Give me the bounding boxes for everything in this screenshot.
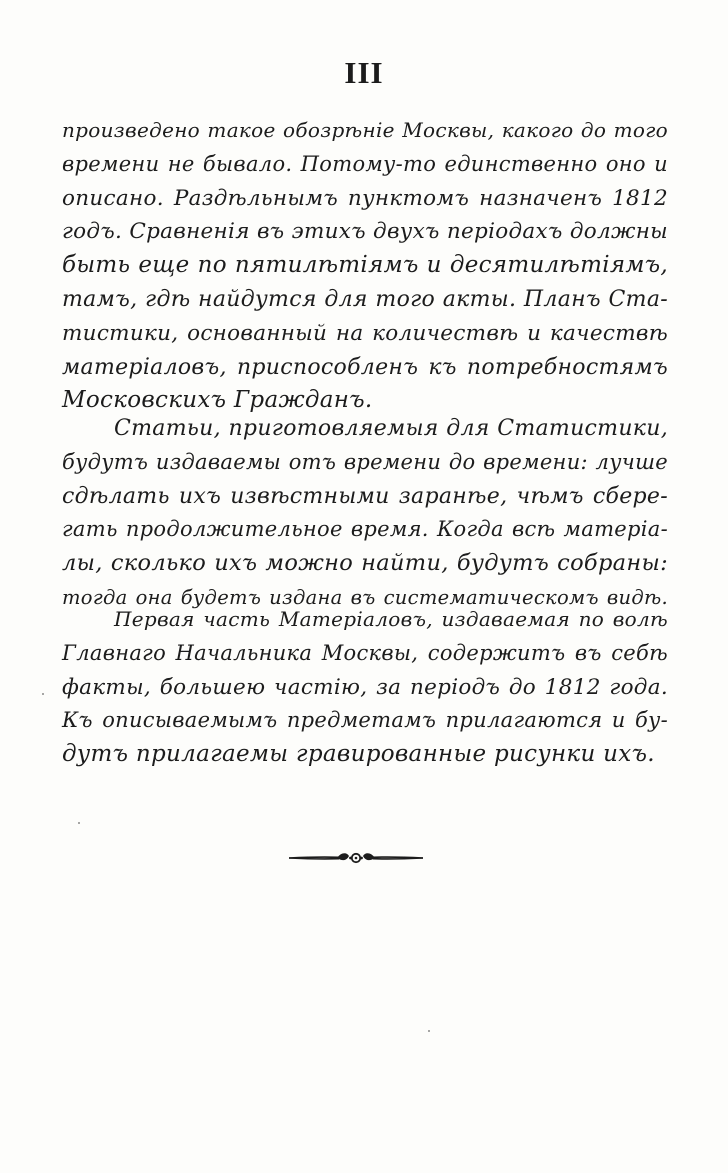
text-line: будутъ издаваемы отъ времени до времени: лучше: [62, 449, 668, 474]
text-line: быть еще по пятилѣтіямъ и десятилѣтіямъ,: [62, 252, 668, 279]
fleuron-ornament-icon: [289, 847, 423, 869]
paragraph-2: [62, 412, 668, 615]
text-line: тамъ, гдѣ найдутся для того акты. Планъ Ста-: [62, 286, 668, 312]
text-line: описано. Раздѣльнымъ пунктомъ назначенъ 1812: [62, 185, 668, 211]
text-line: произведено такое обозрѣніе Москвы, какого до того: [62, 118, 668, 142]
text-line: дутъ прилагаемы гравированные рисунки ихъ.: [62, 741, 655, 768]
text-line: лы, сколько ихъ можно найти, будутъ собраны:: [62, 550, 668, 577]
paper-speck: [78, 822, 80, 824]
text-line: матеріаловъ, приспособленъ къ потребностямъ: [62, 354, 668, 380]
paper-speck: [42, 693, 44, 695]
text-line: тистики, основанный на количествѣ и качествѣ: [62, 320, 668, 346]
paragraph-1: [62, 114, 668, 418]
paper-speck: [428, 1030, 430, 1032]
text-line: факты, большею частію, за періодъ до 1812 года.: [62, 674, 668, 700]
text-line: времени не бывало. Потому-то единственно оно и: [62, 151, 668, 176]
text-line: Статьи, приготовляемыя для Статистики,: [114, 416, 668, 441]
text-line: тогда она будетъ издана въ систематическомъ видѣ.: [62, 585, 668, 609]
text-line: Главнаго Начальника Москвы, содержитъ въ себѣ: [62, 640, 668, 665]
text-line: Московскихъ Гражданъ.: [62, 387, 373, 414]
text-line: гать продолжительное время. Когда всѣ матеріа-: [62, 517, 668, 542]
text-line: Къ описываемымъ предметамъ прилагаются и бу-: [62, 708, 668, 733]
text-line: годъ. Сравненія въ этихъ двухъ періодахъ должны: [62, 219, 668, 245]
text-line: Первая часть Матеріаловъ, издаваемая по волѣ: [114, 607, 668, 631]
text-line: сдѣлать ихъ извѣстными заранѣе, чѣмъ сбере-: [62, 483, 668, 509]
paragraph-3: [62, 603, 668, 772]
page-number: III: [344, 55, 384, 90]
